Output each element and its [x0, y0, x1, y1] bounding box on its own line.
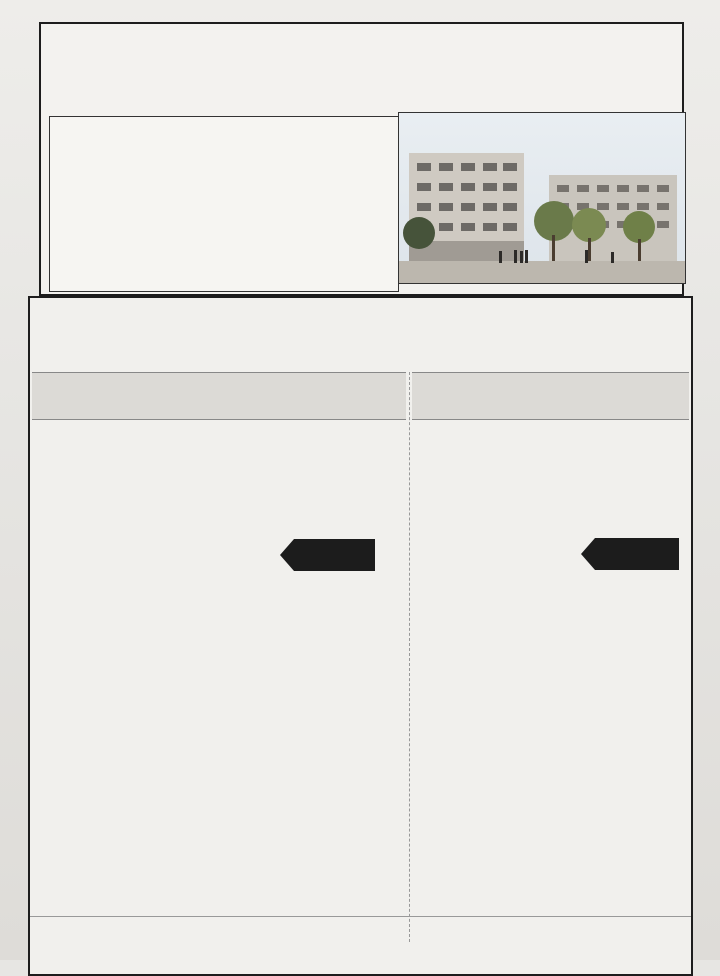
header-box	[39, 22, 684, 296]
primary-energy-column	[424, 470, 496, 885]
primary-energy-header	[412, 372, 689, 420]
column-divider	[409, 372, 410, 942]
totals-divider	[30, 916, 691, 917]
delivered-energy-header	[32, 372, 406, 420]
building-photo	[398, 112, 686, 284]
primary-value-marker	[581, 538, 679, 570]
rating-box	[28, 296, 693, 976]
building-info	[49, 116, 399, 292]
delivered-marker-letter-b	[280, 541, 372, 571]
